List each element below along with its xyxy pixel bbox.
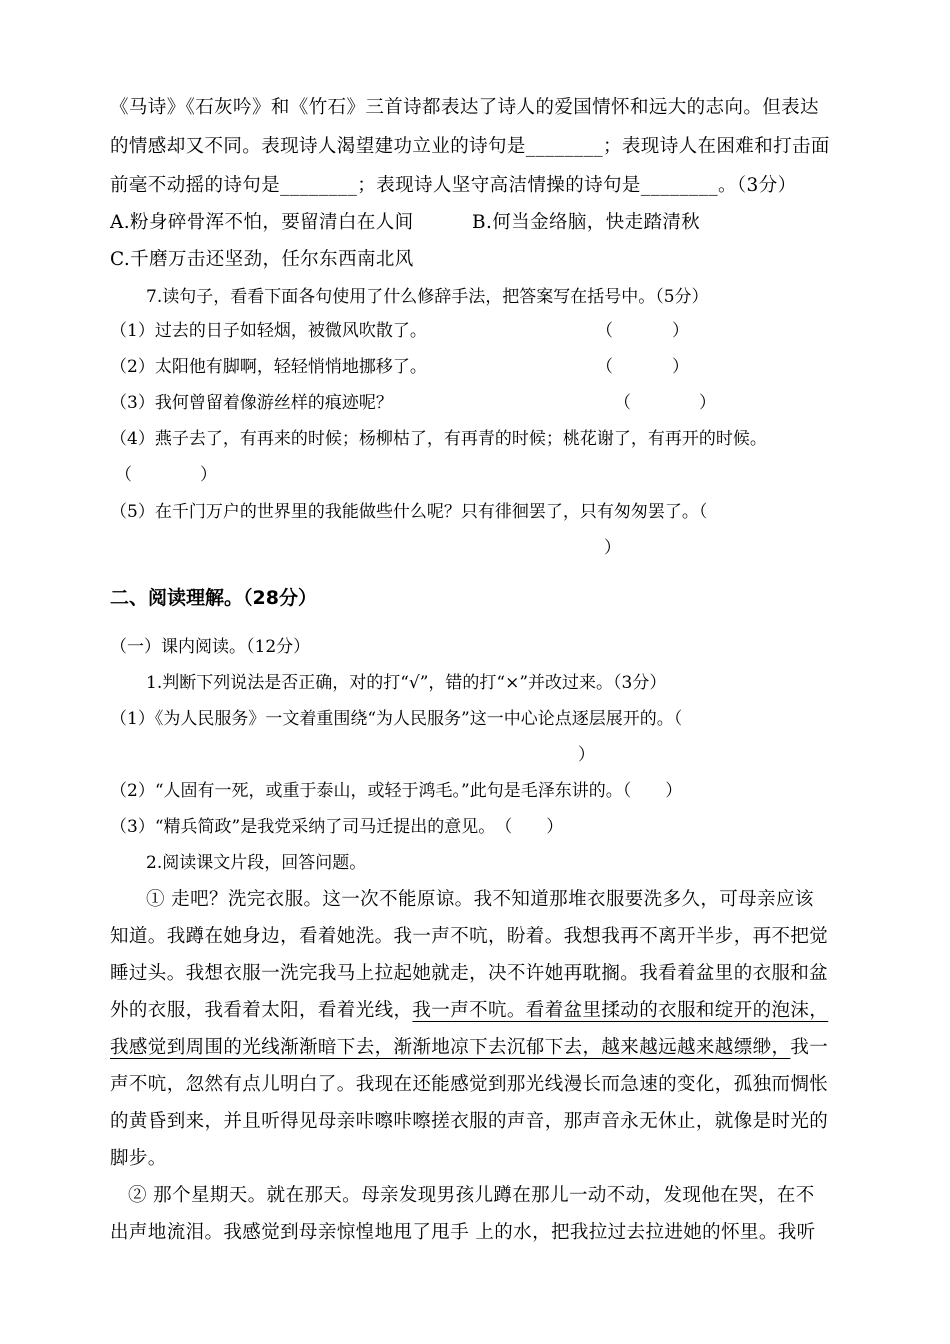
section-2-heading: 二、阅读理解。（28分） — [110, 587, 317, 609]
answer-paren-open-3: （ — [614, 393, 631, 413]
answer-paren-open-4: （ — [115, 465, 132, 485]
judge-item-2: （2）“人固有一死，或重于泰山，或轻于鸿毛。”此句是毛泽东讲的。（ ） — [110, 781, 683, 801]
underlined-sentence-part-2: 我感觉到周围的光线渐渐暗下去，渐渐地凉下去沉郁下去，越来越远越来越缥缈， — [110, 1037, 791, 1058]
answer-paren-close-2: ） — [672, 357, 689, 377]
sentence-3: （3）我何曾留着像游丝样的痕迹呢？ — [110, 393, 393, 413]
passage-1-line-3: 睡过头。我想衣服一洗完我马上拉起她就走，决不许她再耽搁。我看着盆里的衣服和盆 — [110, 963, 829, 984]
option-a: A.粉身碎骨浑不怕，要留清白在人间 — [110, 212, 414, 233]
judge-item-1: （1）《为人民服务》一文着重围绕“为人民服务”这一中心论点逐层展开的。（ — [110, 709, 683, 729]
answer-paren-close-3: ） — [699, 393, 716, 413]
answer-paren-open-1: （ — [596, 321, 613, 341]
sentence-2: （2）太阳他有脚啊，轻轻悄悄地挪移了。 — [110, 357, 427, 377]
passage-1-line-5-plain: 我一 — [790, 1037, 829, 1058]
passage-1-line-8: 脚步。 — [110, 1148, 167, 1169]
underlined-sentence-part-1: 我一声不吭。看着盆里揉动的衣服和绽开的泡沫， — [412, 1000, 829, 1021]
judge-question-1: 1.判断下列说法是否正确，对的打“√”，错的打“×”并改过来。（3分） — [146, 673, 667, 693]
poem-question-line-1: 《马诗》《石灰吟》和《竹石》三首诗都表达了诗人的爱国情怀和远大的志向。但表达 — [110, 97, 819, 118]
option-b: B.何当金络脑，快走踏清秋 — [472, 212, 701, 233]
question-7: 7.读句子，看看下面各句使用了什么修辞手法，把答案写在括号中。（5分） — [146, 287, 709, 307]
passage-1-line-7: 的黄昏到来，并且听得见母亲咔嚓咔嚓搓衣服的声音，那声音永无休止，就像是时光的 — [110, 1111, 829, 1132]
option-c: C.千磨万击还坚劲，任尔东西南北风 — [110, 249, 414, 270]
passage-1-line-6: 声不吭，忽然有点儿明白了。我现在还能感觉到那光线漫长而急速的变化，孤独而惆怅 — [110, 1074, 829, 1095]
answer-paren-close-5: ） — [604, 538, 621, 558]
sentence-4: （4）燕子去了，有再来的时候；杨柳枯了，有再青的时候；桃花谢了，有再开的时候。 — [110, 429, 767, 449]
answer-paren-close-1: ） — [672, 321, 689, 341]
judge-item-3: （3）“精兵简政”是我党采纳了司马迁提出的意见。 （ ） — [110, 817, 564, 837]
passage-1-line-2: 知道。我蹲在她身边，看着她洗。我一声不吭，盼着。我想我再不离开半步，再不把觉 — [110, 926, 829, 947]
reading-question-2: 2.阅读课文片段，回答问题。 — [146, 853, 367, 873]
answer-paren-open-2: （ — [596, 357, 613, 377]
sentence-5: （5）在千门万户的世界里的我能做些什么呢？只有徘徊罢了，只有匆匆罢了。（ — [110, 502, 708, 522]
passage-1-line-4-plain: 外的衣服，我看着太阳，看着光线， — [110, 1000, 413, 1021]
poem-question-line-2: 的情感却又不同。表现诗人渴望建功立业的诗句是________；表现诗人在困难和打击面 — [110, 136, 830, 157]
passage-2-line-2: 出声地流泪。我感觉到母亲惊惶地甩了甩手 上的水，把我拉过去拉进她的怀里。我听 — [110, 1222, 816, 1243]
passage-1-line-1: ① 走吧？洗完衣服。这一次不能原谅。我不知道那堆衣服要洗多久，可母亲应该 — [146, 889, 814, 910]
judge-item-1-paren-close: ） — [578, 745, 595, 765]
passage-1-line-4 — [110, 999, 828, 1023]
poem-question-line-3: 前毫不动摇的诗句是________；表现诗人坚守高洁情操的诗句是________。（3分） — [110, 175, 797, 196]
sentence-1: （1）过去的日子如轻烟，被微风吹散了。 — [110, 321, 427, 341]
answer-paren-close-4: ） — [200, 465, 217, 485]
passage-2-line-1: ② 那个星期天。就在那天。母亲发现男孩儿蹲在那儿一动不动，发现他在哭，在不 — [128, 1185, 815, 1206]
passage-1-line-5 — [110, 1036, 828, 1060]
subsection-1-heading: （一）课内阅读。（12分） — [110, 637, 311, 657]
